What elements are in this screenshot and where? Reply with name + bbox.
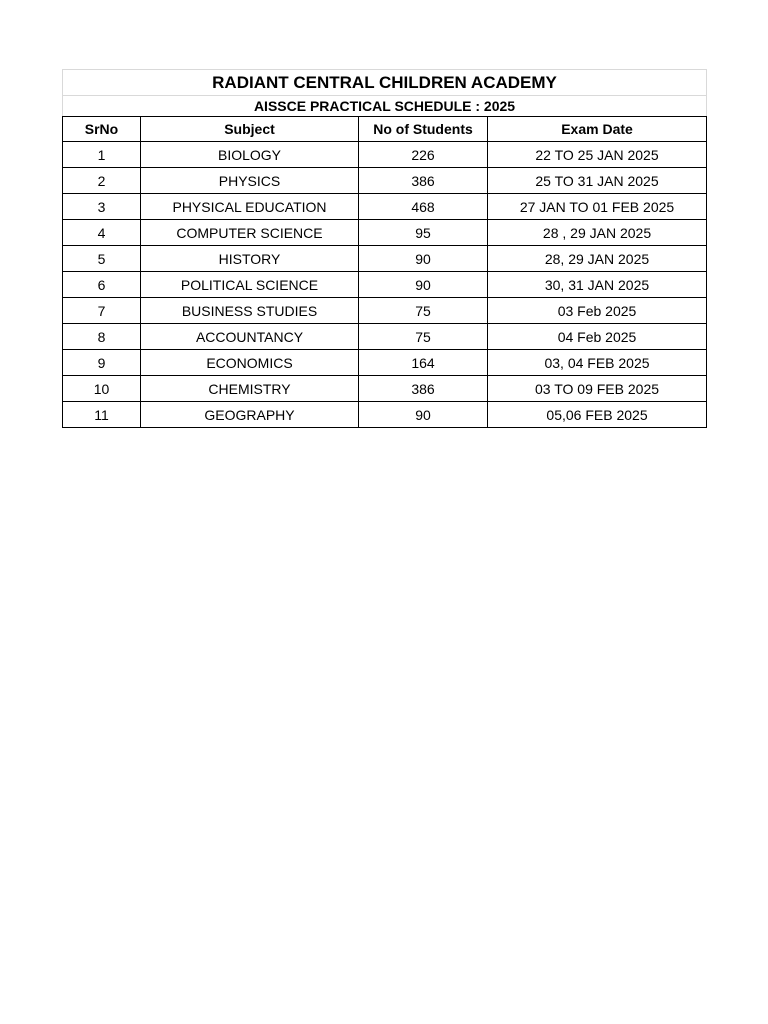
subject-cell: GEOGRAPHY [141, 402, 359, 428]
exam-date-cell: 22 TO 25 JAN 2025 [488, 142, 707, 168]
table-row [63, 272, 707, 298]
column-header-subject: Subject [141, 117, 359, 142]
students-cell: 226 [359, 142, 488, 168]
schedule-table [62, 69, 707, 428]
srno-cell: 9 [63, 350, 141, 376]
srno-cell: 7 [63, 298, 141, 324]
students-cell: 90 [359, 246, 488, 272]
students-cell: 386 [359, 168, 488, 194]
exam-date-cell: 28 , 29 JAN 2025 [488, 220, 707, 246]
srno-cell: 4 [63, 220, 141, 246]
srno-cell: 3 [63, 194, 141, 220]
srno-cell: 10 [63, 376, 141, 402]
subject-cell: PHYSICS [141, 168, 359, 194]
table-row [63, 246, 707, 272]
subject-cell: BUSINESS STUDIES [141, 298, 359, 324]
subject-cell: HISTORY [141, 246, 359, 272]
students-cell: 386 [359, 376, 488, 402]
students-cell: 95 [359, 220, 488, 246]
column-header-students: No of Students [359, 117, 488, 142]
exam-date-cell: 27 JAN TO 01 FEB 2025 [488, 194, 707, 220]
academy-title: RADIANT CENTRAL CHILDREN ACADEMY [63, 70, 707, 96]
table-row [63, 194, 707, 220]
table-row [63, 324, 707, 350]
students-cell: 90 [359, 272, 488, 298]
column-header-exam-date: Exam Date [488, 117, 707, 142]
column-header-row [63, 117, 707, 142]
exam-date-cell: 03 Feb 2025 [488, 298, 707, 324]
table-row [63, 168, 707, 194]
schedule-subtitle: AISSCE PRACTICAL SCHEDULE : 2025 [63, 96, 707, 117]
table-row [63, 220, 707, 246]
subject-cell: ACCOUNTANCY [141, 324, 359, 350]
table-row [63, 350, 707, 376]
exam-date-cell: 30, 31 JAN 2025 [488, 272, 707, 298]
srno-cell: 5 [63, 246, 141, 272]
subject-cell: COMPUTER SCIENCE [141, 220, 359, 246]
subject-cell: BIOLOGY [141, 142, 359, 168]
students-cell: 468 [359, 194, 488, 220]
subject-cell: CHEMISTRY [141, 376, 359, 402]
exam-date-cell: 28, 29 JAN 2025 [488, 246, 707, 272]
table-row [63, 402, 707, 428]
srno-cell: 6 [63, 272, 141, 298]
table-row [63, 298, 707, 324]
srno-cell: 1 [63, 142, 141, 168]
subject-cell: POLITICAL SCIENCE [141, 272, 359, 298]
exam-date-cell: 04 Feb 2025 [488, 324, 707, 350]
srno-cell: 8 [63, 324, 141, 350]
srno-cell: 11 [63, 402, 141, 428]
schedule-body [63, 142, 707, 428]
exam-date-cell: 03, 04 FEB 2025 [488, 350, 707, 376]
subtitle-row [63, 96, 707, 117]
srno-cell: 2 [63, 168, 141, 194]
exam-date-cell: 05,06 FEB 2025 [488, 402, 707, 428]
subject-cell: PHYSICAL EDUCATION [141, 194, 359, 220]
exam-date-cell: 03 TO 09 FEB 2025 [488, 376, 707, 402]
students-cell: 164 [359, 350, 488, 376]
students-cell: 75 [359, 324, 488, 350]
students-cell: 75 [359, 298, 488, 324]
subject-cell: ECONOMICS [141, 350, 359, 376]
schedule-sheet [62, 69, 706, 428]
title-row [63, 70, 707, 96]
table-row [63, 376, 707, 402]
exam-date-cell: 25 TO 31 JAN 2025 [488, 168, 707, 194]
table-row [63, 142, 707, 168]
students-cell: 90 [359, 402, 488, 428]
column-header-srno: SrNo [63, 117, 141, 142]
